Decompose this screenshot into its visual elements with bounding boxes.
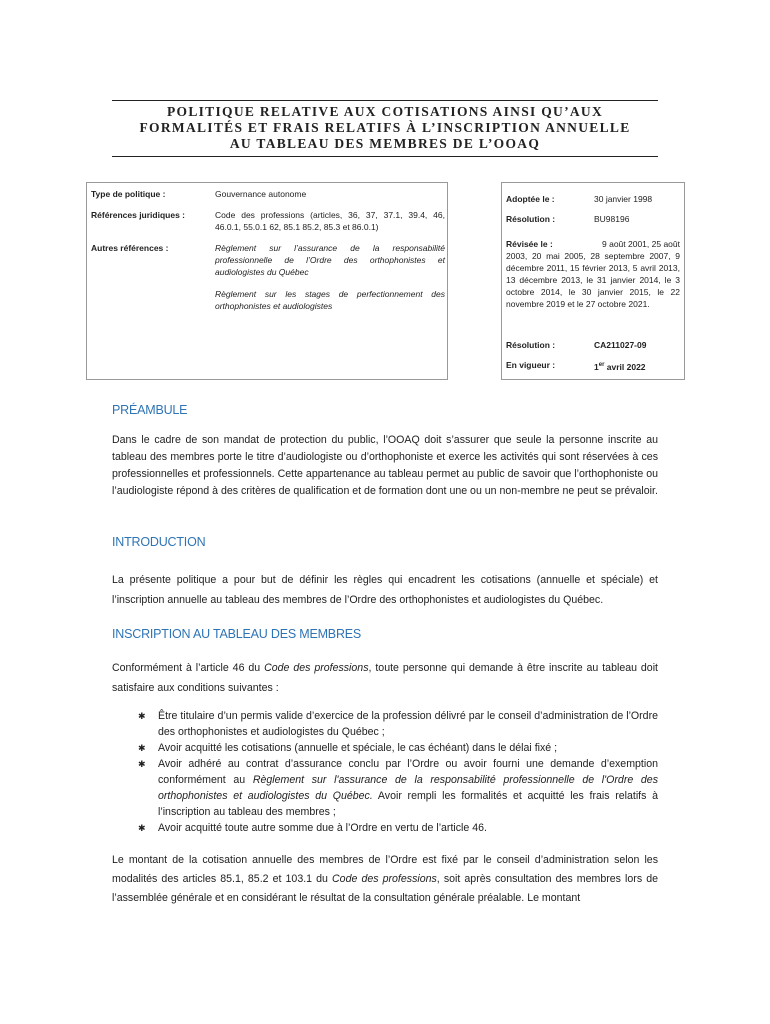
cotisation-paragraph: Le montant de la cotisation annuelle des membres de l’Ordre est fixé par le conseil d’administration selon les modalités des articles 85.1, 85.2 et 103.1 du Code des professions, soit après consultation des membres lors de l’assemblée générale et en considérant le résultat de la consultation générale préalable. Le montant [112, 854, 658, 904]
effective-value: 1er avril 2022 [594, 361, 646, 372]
resolution2-value: CA211027-09 [594, 340, 647, 350]
other-reference-2: Règlement sur les stages de perfectionnement des orthophonistes et audiologistes [215, 289, 445, 311]
document-title [112, 100, 658, 157]
resolution-value: BU98196 [594, 214, 630, 224]
inscription-intro: Conformément à l’article 46 du Code des professions, toute personne qui demande à être inscrite au tableau doit satisfaire aux conditions suivantes : [112, 662, 658, 694]
type-value: Gouvernance autonome [215, 189, 307, 199]
preambule-heading: PRÉAMBULE [112, 403, 188, 417]
references-value: Code des professions (articles, 36, 37, 37.1, 39.4, 46, 46.0.1, 55.0.1 62, 85.1 85.2, 85.3 et 86.0.1) [215, 210, 445, 232]
other-references-label: Autres références : [91, 243, 169, 253]
adopted-value: 30 janvier 1998 [594, 194, 653, 204]
type-label: Type de politique : [91, 189, 166, 199]
preambule-text: Dans le cadre de son mandat de protection du public, l’OOAQ doit s’assurer que seule la personne inscrite au tableau des membres porte le titre d’audiologiste ou d’orthophoniste et exerce les activités qui sont réservées à ces professionnelles et professionnels. Cette appartenance au tableau permet au public de savoir que l’orthophoniste ou l’audiologiste répond à des critères de qualification et de formation dont une ou un non-membre ne peut se prévaloir. [112, 434, 658, 497]
revised-dates-first: 9 août 2001, 25 août [602, 239, 680, 249]
other-reference-1: Règlement sur l’assurance de la responsabilité professionnelle de l’Ordre des orthophonistes et audiologistes du Québec [215, 243, 445, 277]
bullet-icon: ✱ [138, 743, 146, 753]
introduction-heading: INTRODUCTION [112, 535, 206, 549]
revised-label: Révisée le : [506, 239, 553, 249]
condition-item-3: Avoir adhéré au contrat d’assurance conclu par l’Ordre ou avoir fourni une demande d’exemption conformément au Règlement sur l'assurance de la responsabilité professionnelle de l'Ordre des orthophonistes et audiologistes du Québec. Avoir rempli les formalités et acquitté les frais relatifs à l’inscription au tableau des membres ; [158, 758, 659, 818]
adopted-label: Adoptée le : [506, 194, 555, 204]
bullet-icon: ✱ [138, 711, 146, 721]
inscription-heading: INSCRIPTION AU TABLEAU DES MEMBRES [112, 627, 362, 641]
title-line-1: POLITIQUE RELATIVE AUX COTISATIONS AINSI QU’AUX [166, 104, 604, 119]
resolution2-label: Résolution : [506, 340, 556, 350]
adoption-metadata-box [501, 182, 685, 380]
condition-item-4: Avoir acquitté toute autre somme due à l’Ordre en vertu de l’article 46. [158, 822, 487, 834]
references-label: Références juridiques : [91, 210, 186, 220]
effective-label: En vigueur : [506, 360, 556, 370]
title-line-2: FORMALITÉS ET FRAIS RELATIFS À L’INSCRIPTION ANNUELLE [139, 120, 631, 135]
bullet-icon: ✱ [138, 823, 146, 833]
bullet-icon: ✱ [138, 759, 146, 769]
revised-dates: 2003, 20 mai 2005, 28 septembre 2007, 9 décembre 2011, 15 février 2013, 5 avril 2013, 13 décembre 2013, le 31 janvier 2014, le 3 octobre 2014, le 30 janvier 2015, le 22 novembre 2019 et le 27 octobre 2021. [506, 251, 680, 309]
introduction-text: La présente politique a pour but de définir les règles qui encadrent les cotisations (annuelle et spéciale) et l’inscription annuelle au tableau des membres de l’Ordre des orthophonistes et audiologistes du Québec. [112, 574, 658, 606]
policy-metadata-box [86, 182, 448, 380]
title-line-3: AU TABLEAU DES MEMBRES DE L’OOAQ [229, 136, 541, 151]
condition-item-2: Avoir acquitté les cotisations (annuelle et spéciale, le cas échéant) dans le délai fixé ; [158, 742, 558, 754]
resolution-label: Résolution : [506, 214, 556, 224]
condition-item-1: Être titulaire d’un permis valide d’exercice de la profession délivré par le conseil d’administration de l’Ordre des orthophonistes et audiologistes du Québec ; [158, 710, 658, 738]
